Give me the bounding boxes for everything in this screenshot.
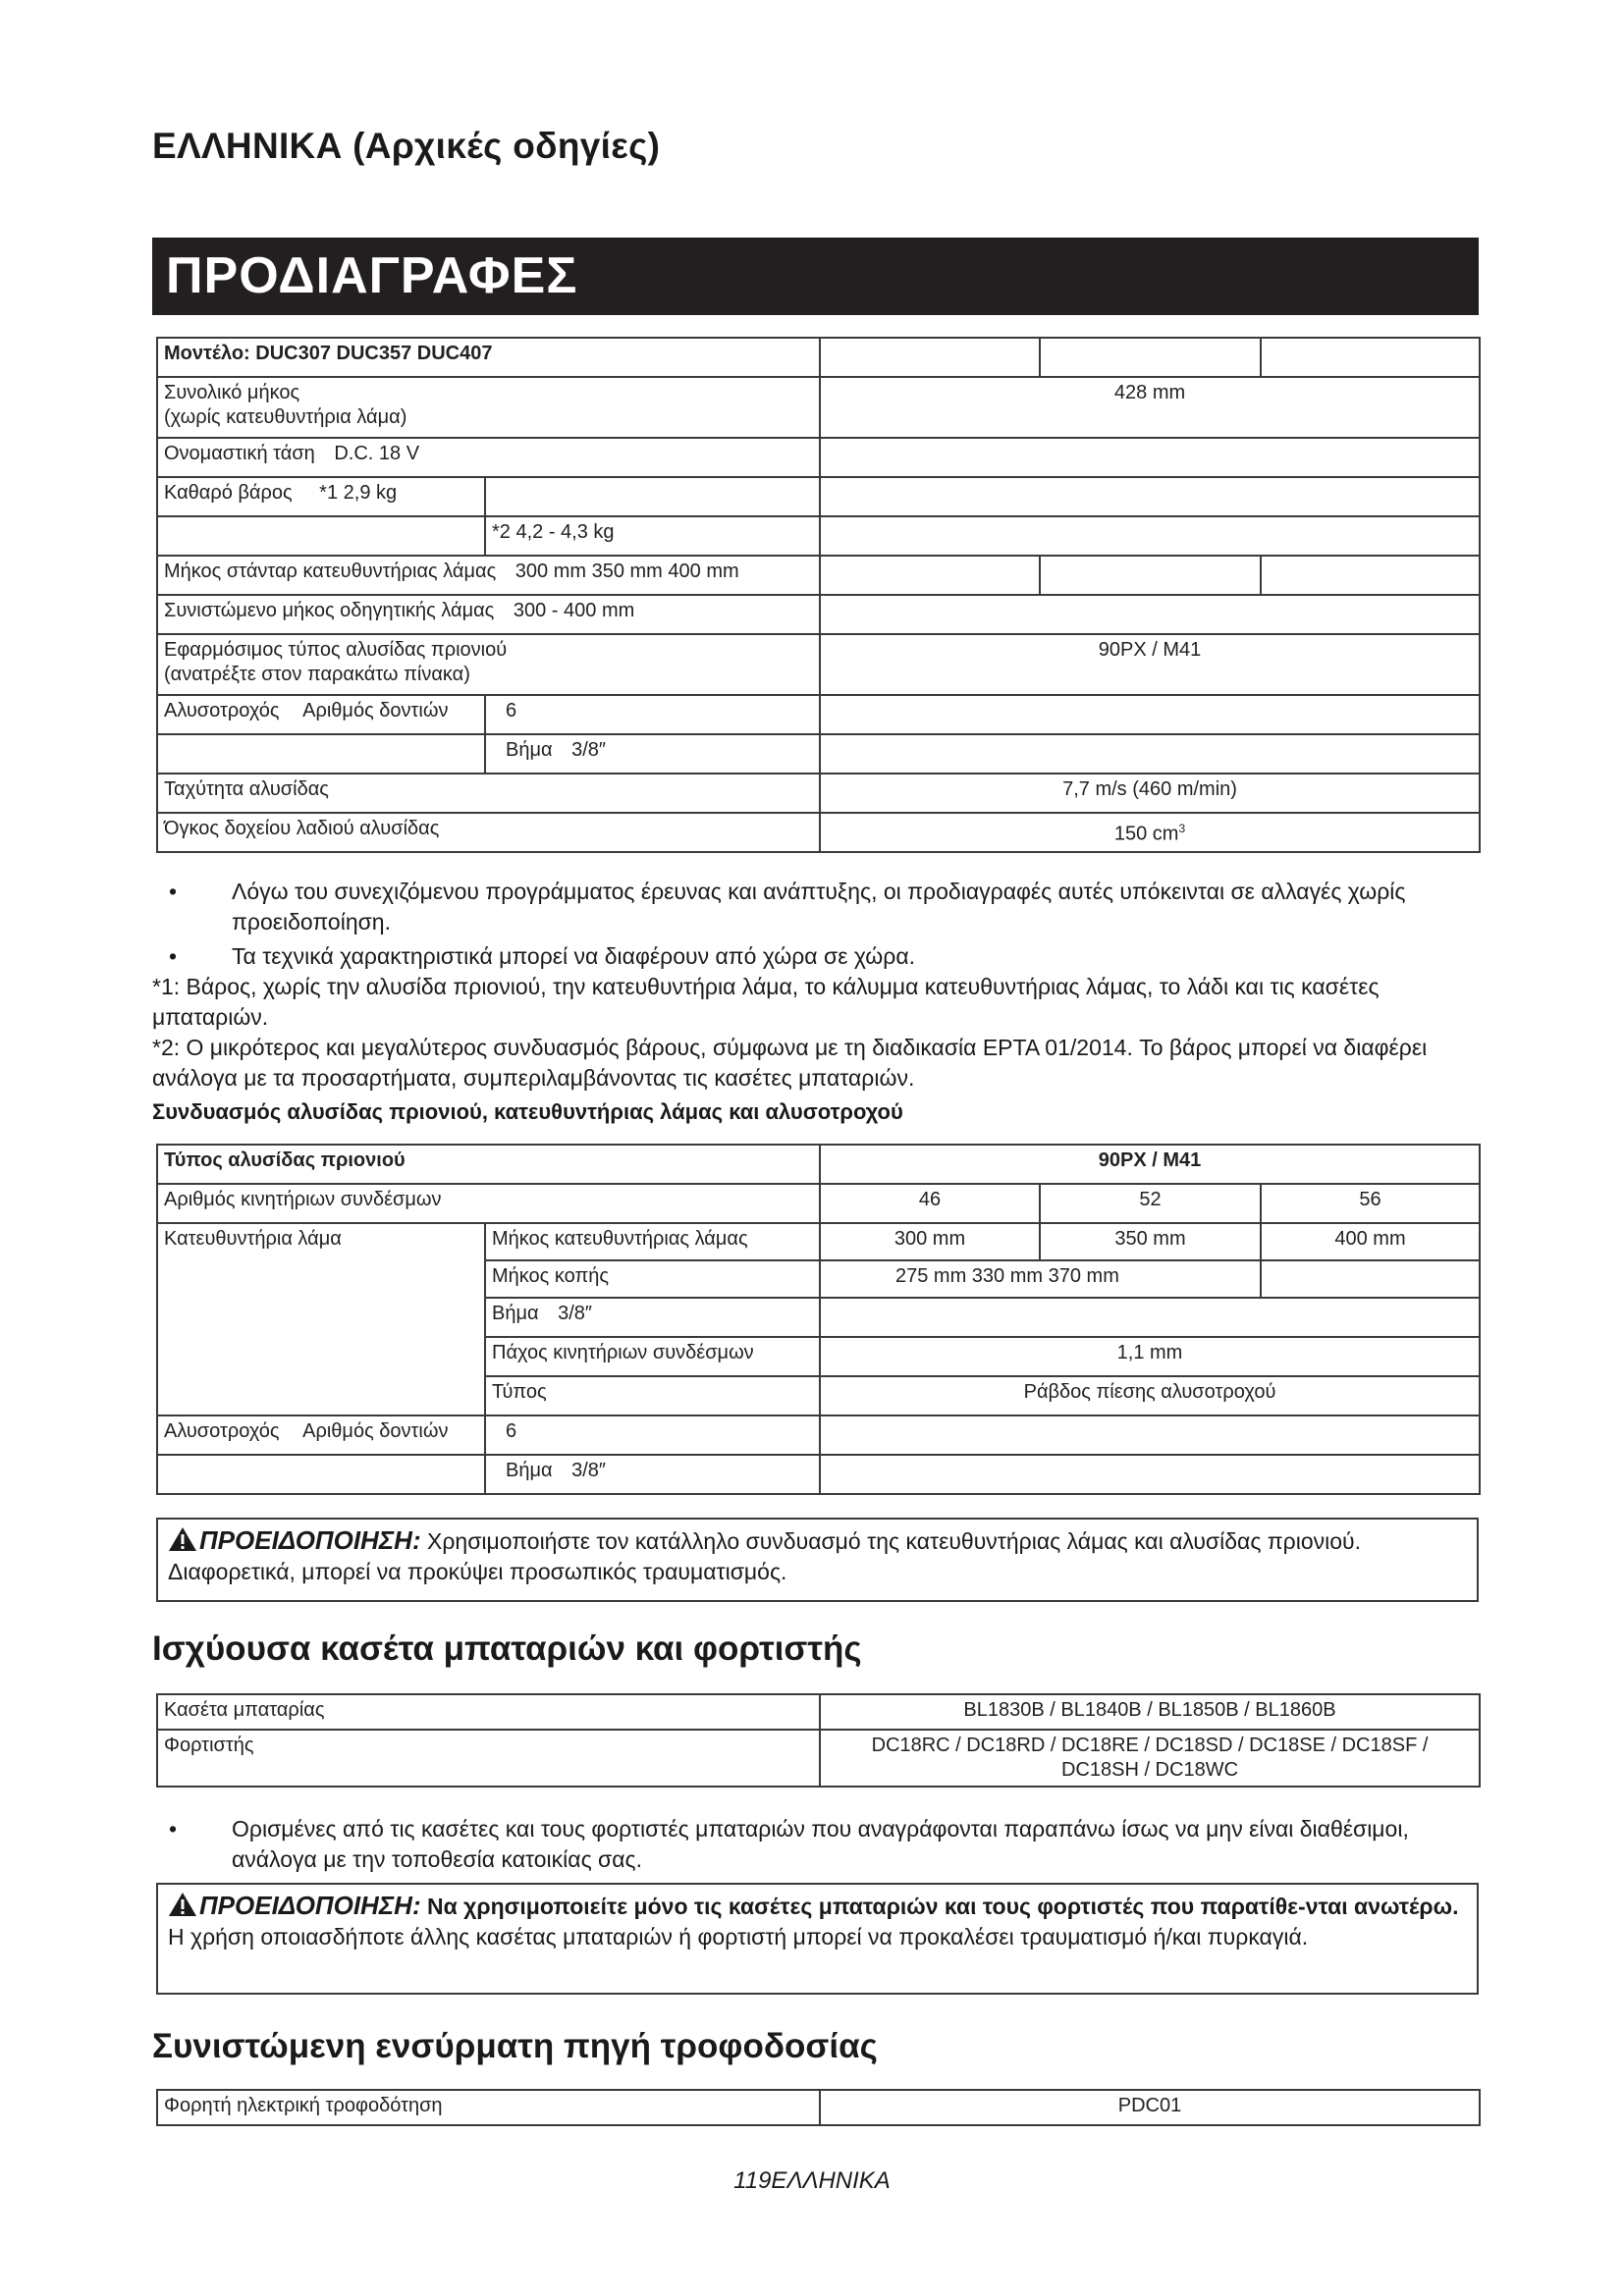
table-row [157, 1455, 1480, 1494]
net-weight-cell [157, 477, 485, 516]
std-bar-length-label: Μήκος στάνταρ κατευθυντήριας λάμας [164, 561, 497, 582]
net-weight-value-1: *1 2,9 kg [319, 482, 398, 504]
combination-table [156, 1144, 1481, 1495]
charger-value-line2: DC18SH / DC18WC [1060, 1759, 1239, 1781]
note-bullet-1 [169, 877, 1485, 937]
combo-teeth-value: 6 [485, 1415, 820, 1455]
table-cell [1040, 556, 1261, 595]
bar-length-value: 350 mm [1040, 1223, 1261, 1260]
std-bar-length-cell [157, 556, 820, 595]
bullet-dot: • [169, 879, 178, 904]
footnote-2: *2: Ο μικρότερος και μεγαλύτερος συνδυασμός βάρους, σύμφωνα με τη διαδικασία EPTA 01/2014. Το βάρος μπορεί να διαφέρει ανάλογα με τα προσαρτήματα, συμπεριλαμβάνοντας τις κασέτες μπαταριών. [152, 1035, 1428, 1091]
chain-type-label [157, 634, 820, 695]
table-row [157, 734, 1480, 774]
table-row [157, 438, 1480, 477]
bullet-dot: • [169, 943, 178, 969]
combination-heading: Συνδυασμός αλυσίδας πριονιού, κατευθυντήριας λάμας και αλυσοτροχού [152, 1099, 903, 1124]
chain-type-label-line2: (ανατρέξτε στον παρακάτω πίνακα) [164, 664, 470, 685]
teeth-value: 6 [485, 695, 820, 734]
table-row [157, 1694, 1480, 1730]
table-cell [820, 695, 1480, 734]
guide-bar-label: Κατευθυντήρια λάμα [157, 1223, 485, 1415]
overall-length-label [157, 377, 820, 438]
drive-links-value: 46 [820, 1184, 1040, 1223]
warning-text: Χρησιμοποιήστε τον κατάλληλο συνδυασμό της κατευθυντήριας λάμας και αλυσίδας πριονιού. Διαφορετικά, μπορεί να προκύψει προσωπικός τραυματισμός. [168, 1528, 1362, 1584]
bar-length-value: 300 mm [820, 1223, 1040, 1260]
net-weight-value-2: *2 4,2 - 4,3 kg [485, 516, 820, 556]
table-cell [820, 1415, 1480, 1455]
rec-bar-length-value: 300 - 400 mm [513, 600, 635, 621]
gauge-value: 1,1 mm [820, 1337, 1480, 1376]
charger-value-line1: DC18RC / DC18RD / DC18RE / DC18SD / DC18SE / DC18SF / [871, 1735, 1429, 1756]
chain-type-value: 90PX / M41 [820, 634, 1480, 695]
pitch-value: 3/8″ [571, 739, 607, 761]
combo-chain-type-value: 90PX / M41 [820, 1145, 1480, 1184]
table-row [157, 1415, 1480, 1455]
warning-box-chain-combination [156, 1518, 1479, 1602]
charger-label: Φορτιστής [157, 1730, 820, 1787]
warning-bold-text: Να χρησιμοποιείτε μόνο τις κασέτες μπαταριών και τους φορτιστές που παρατίθε-νται ανωτέρω. [427, 1894, 1459, 1919]
chain-speed-label: Ταχύτητα αλυσίδας [157, 774, 820, 813]
power-supply-label: Φορητή ηλεκτρική τροφοδότηση [157, 2090, 820, 2125]
note-bullet-2 [169, 941, 1485, 972]
cut-length-label: Μήκος κοπής [485, 1260, 820, 1298]
charger-value-cell [820, 1730, 1480, 1787]
table-row [157, 338, 1480, 377]
table-cell [820, 438, 1480, 477]
combo-sprocket-pitch-label: Βήμα [506, 1460, 553, 1481]
table-cell [1261, 556, 1480, 595]
oil-tank-value-cell [820, 813, 1480, 852]
specifications-table [156, 337, 1481, 853]
warning-triangle-icon [168, 1526, 197, 1552]
battery-charger-heading: Ισχύουσα κασέτα μπαταριών και φορτιστής [152, 1629, 862, 1668]
drive-links-value: 52 [1040, 1184, 1261, 1223]
warning-title: ΠΡΟΕΙΔΟΠΟΙΗΣΗ: [199, 1525, 421, 1555]
teeth-label: Αριθμός δοντιών [302, 700, 449, 721]
bar-type-value: Ράβδος πίεσης αλυσοτροχού [820, 1376, 1480, 1415]
gauge-label: Πάχος κινητήριων συνδέσμων [485, 1337, 820, 1376]
table-cell [157, 734, 485, 774]
battery-note-text: Ορισμένες από τις κασέτες και τους φορτιστές μπαταριών που αναγράφονται παραπάνω ίσως να μην είναι διαθέσιμοι, ανάλογα με την τοποθεσία κατοικίας σας. [232, 1816, 1409, 1872]
battery-note-bullet [169, 1814, 1485, 1875]
footnote-1: *1: Βάρος, χωρίς την αλυσίδα πριονιού, την κατευθυντήρια λάμα, το κάλυμμα κατευθυντήριας λάμας, το λάδι και τις κασέτες μπαταριών. [152, 974, 1380, 1030]
combo-pitch-value: 3/8″ [558, 1303, 593, 1324]
combo-sprocket-pitch-cell [485, 1455, 820, 1494]
battery-cartridge-label: Κασέτα μπαταρίας [157, 1694, 820, 1730]
overall-length-label-line2: (χωρίς κατευθυντήρια λάμα) [164, 406, 407, 428]
table-row [157, 774, 1480, 813]
net-weight-label: Καθαρό βάρος [164, 482, 293, 504]
warning-text: Η χρήση οποιασδήποτε άλλης κασέτας μπαταριών ή φορτιστή μπορεί να προκαλέσει τραυματισμό ή/και πυρκαγιά. [168, 1924, 1309, 1949]
table-row [157, 556, 1480, 595]
table-cell [157, 1455, 485, 1494]
table-cell [820, 516, 1480, 556]
table-row [157, 695, 1480, 734]
bar-type-label: Τύπος [485, 1376, 820, 1415]
combo-teeth-label: Αριθμός δοντιών [302, 1420, 449, 1442]
bullet-dot: • [169, 1816, 178, 1842]
oil-tank-value: 150 cm [1113, 823, 1179, 845]
battery-charger-table [156, 1693, 1481, 1788]
power-supply-value: PDC01 [820, 2090, 1480, 2125]
sprocket-label: Αλυσοτροχός [164, 700, 280, 721]
drive-links-label: Αριθμός κινητήριων συνδέσμων [157, 1184, 820, 1223]
rec-bar-length-label: Συνιστώμενο μήκος οδηγητικής λάμας [164, 600, 495, 621]
table-cell [820, 338, 1040, 377]
rated-voltage-cell [157, 438, 820, 477]
power-supply-table [156, 2089, 1481, 2126]
cut-length-values: 275 mm 330 mm 370 mm [820, 1260, 1261, 1298]
warning-title: ΠΡΟΕΙΔΟΠΟΙΗΣΗ: [199, 1891, 421, 1920]
bar-length-label: Μήκος κατευθυντήριας λάμας [485, 1223, 820, 1260]
table-row [157, 1145, 1480, 1184]
table-cell [485, 477, 820, 516]
overall-length-value: 428 mm [820, 377, 1480, 438]
note-bullet-1-text: Λόγω του συνεχιζόμενου προγράμματος έρευνας και ανάπτυξης, οι προδιαγραφές αυτές υπόκεινται σε αλλαγές χωρίς προειδοποίηση. [232, 879, 1406, 934]
combo-sprocket-pitch-value: 3/8″ [571, 1460, 607, 1481]
combo-pitch-label: Βήμα [492, 1303, 539, 1324]
rated-voltage-value: D.C. 18 V [334, 443, 420, 464]
note-bullet-2-text: Τα τεχνικά χαρακτηριστικά μπορεί να διαφέρουν από χώρα σε χώρα. [232, 943, 916, 969]
page-footer: 119ΕΛΛΗΝΙΚΑ [733, 2167, 891, 2194]
table-cell [820, 1455, 1480, 1494]
combo-chain-type-label: Τύπος αλυσίδας πριονιού [157, 1145, 820, 1184]
pitch-label: Βήμα [506, 739, 553, 761]
bar-length-value: 400 mm [1261, 1223, 1480, 1260]
table-row [157, 813, 1480, 852]
table-cell [820, 477, 1480, 516]
sprocket-teeth-label-cell [157, 695, 485, 734]
warning-box-battery [156, 1883, 1479, 1995]
table-row [157, 1730, 1480, 1787]
document-language-title: ΕΛΛΗΝΙΚΑ (Αρχικές οδηγίες) [152, 126, 661, 166]
specifications-banner: ΠΡΟΔΙΑΓΡΑΦΕΣ [152, 238, 1479, 315]
combo-sprocket-cell [157, 1415, 485, 1455]
table-cell [157, 516, 485, 556]
drive-links-value: 56 [1261, 1184, 1480, 1223]
table-cell [1040, 338, 1261, 377]
combo-pitch-cell [485, 1298, 820, 1337]
oil-tank-label: Όγκος δοχείου λαδιού αλυσίδας [157, 813, 820, 852]
table-cell [820, 595, 1480, 634]
table-cell [1261, 338, 1480, 377]
power-supply-heading: Συνιστώμενη ενσύρματη πηγή τροφοδοσίας [152, 2027, 878, 2065]
table-row [157, 595, 1480, 634]
warning-triangle-icon [168, 1892, 197, 1917]
table-row [157, 477, 1480, 516]
table-row [157, 1184, 1480, 1223]
table-cell [820, 556, 1040, 595]
chain-speed-value: 7,7 m/s (460 m/min) [820, 774, 1480, 813]
table-cell [820, 734, 1480, 774]
overall-length-label-line1: Συνολικό μήκος [164, 382, 300, 403]
battery-cartridge-value: BL1830B / BL1840B / BL1850B / BL1860B [820, 1694, 1480, 1730]
combo-sprocket-label: Αλυσοτροχός [164, 1420, 280, 1442]
oil-tank-unit-exponent: 3 [1178, 822, 1186, 835]
model-label: Μοντέλο: DUC307 DUC357 DUC407 [157, 338, 820, 377]
rated-voltage-label: Ονομαστική τάση [164, 443, 315, 464]
table-row [157, 516, 1480, 556]
table-row [157, 2090, 1480, 2125]
table-row [157, 377, 1480, 438]
table-row [157, 1223, 1480, 1260]
table-row [157, 634, 1480, 695]
rec-bar-length-cell [157, 595, 820, 634]
chain-type-label-line1: Εφαρμόσιμος τύπος αλυσίδας πριονιού [164, 639, 508, 661]
table-cell [820, 1298, 1480, 1337]
table-cell [1261, 1260, 1480, 1298]
pitch-cell [485, 734, 820, 774]
std-bar-length-values: 300 mm 350 mm 400 mm [514, 561, 739, 582]
